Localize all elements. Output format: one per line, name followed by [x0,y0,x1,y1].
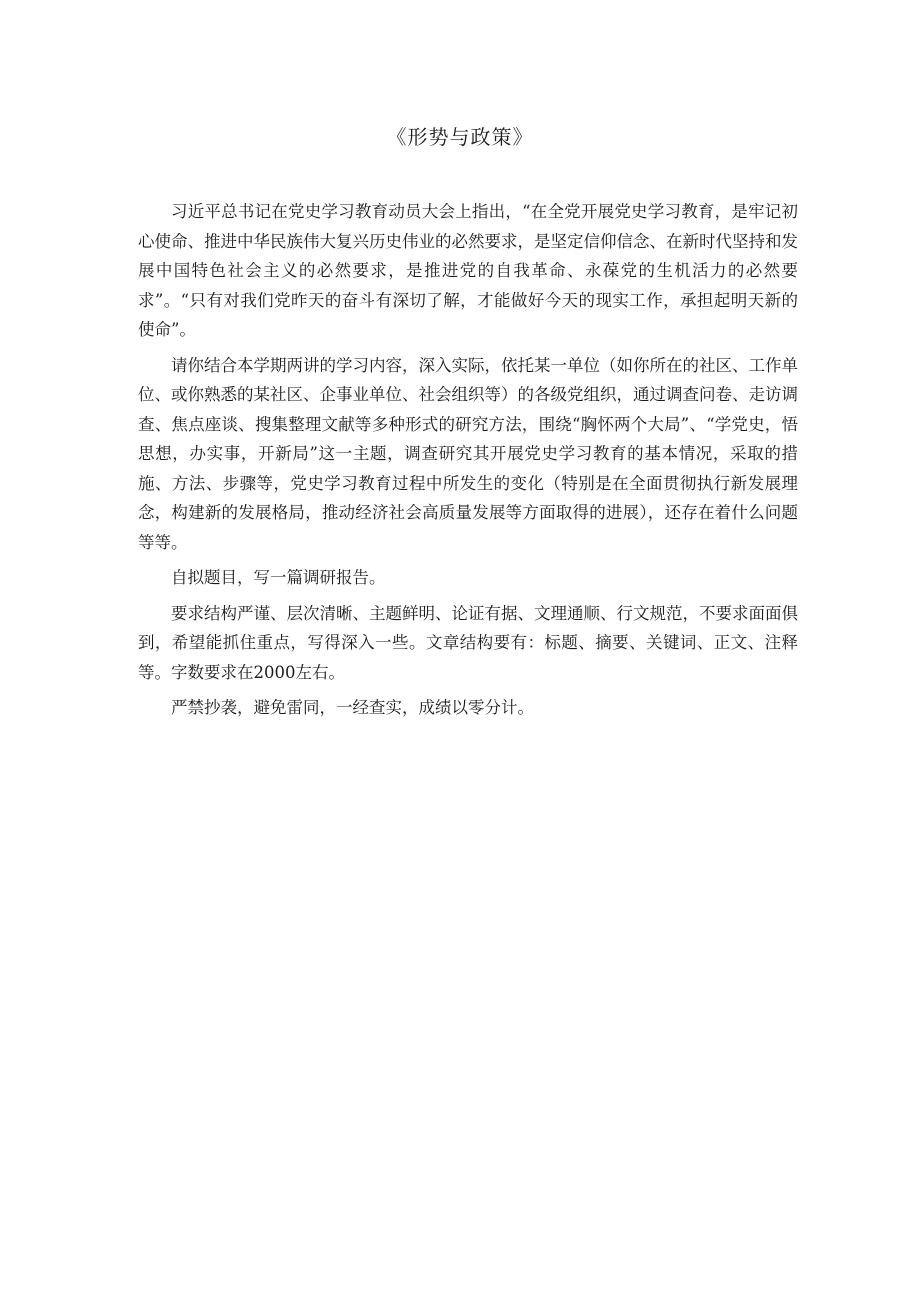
paragraph-self-topic: 自拟题目，写一篇调研报告。 [171,568,386,587]
paragraph-requirements: 要求结构严谨、层次清晰、主题鲜明、论证有据、文理通顺、行文规范，不要求面面俱到，希望能抓住重点，写得深入一些。文章结构要有：标题、摘要、关键词、正文、注释等。字数要求在2000左右。 [138,603,798,682]
document-body [138,197,798,723]
paragraph-plagiarism-warning: 严禁抄袭，避免雷同，一经查实，成绩以零分计。 [171,698,534,717]
document-title: 《形势与政策》 [386,125,534,149]
paragraph-intro-quote: 习近平总书记在党史学习教育动员大会上指出，“在全党开展党史学习教育，是牢记初心使命、推进中华民族伟大复兴历史伟业的必然要求，是坚定信仰信念、在新时代坚持和发展中国特色社会主义的必然要求，是推进党的自我革命、永葆党的生机活力的必然要求”。“只有对我们党昨天的奋斗有深切了解，才能做好今天的现实工作，承担起明天新的使命”。 [138,202,798,339]
paragraph-assignment-description: 请你结合本学期两讲的学习内容，深入实际，依托某一单位（如你所在的社区、工作单位、或你熟悉的某社区、企事业单位、社会组织等）的各级党组织，通过调查问卷、走访调查、焦点座谈、搜集整理文献等多种形式的研究方法，围绕“胸怀两个大局”、“学党史，悟思想，办实事，开新局”这一主题，调查研究其开展党史学习教育的基本情况，采取的措施、方法、步骤等，党史学习教育过程中所发生的变化（特别是在全面贯彻执行新发展理念，构建新的发展格局，推动经济社会高质量发展等方面取得的进展），还存在着什么问题等等。 [138,355,798,552]
